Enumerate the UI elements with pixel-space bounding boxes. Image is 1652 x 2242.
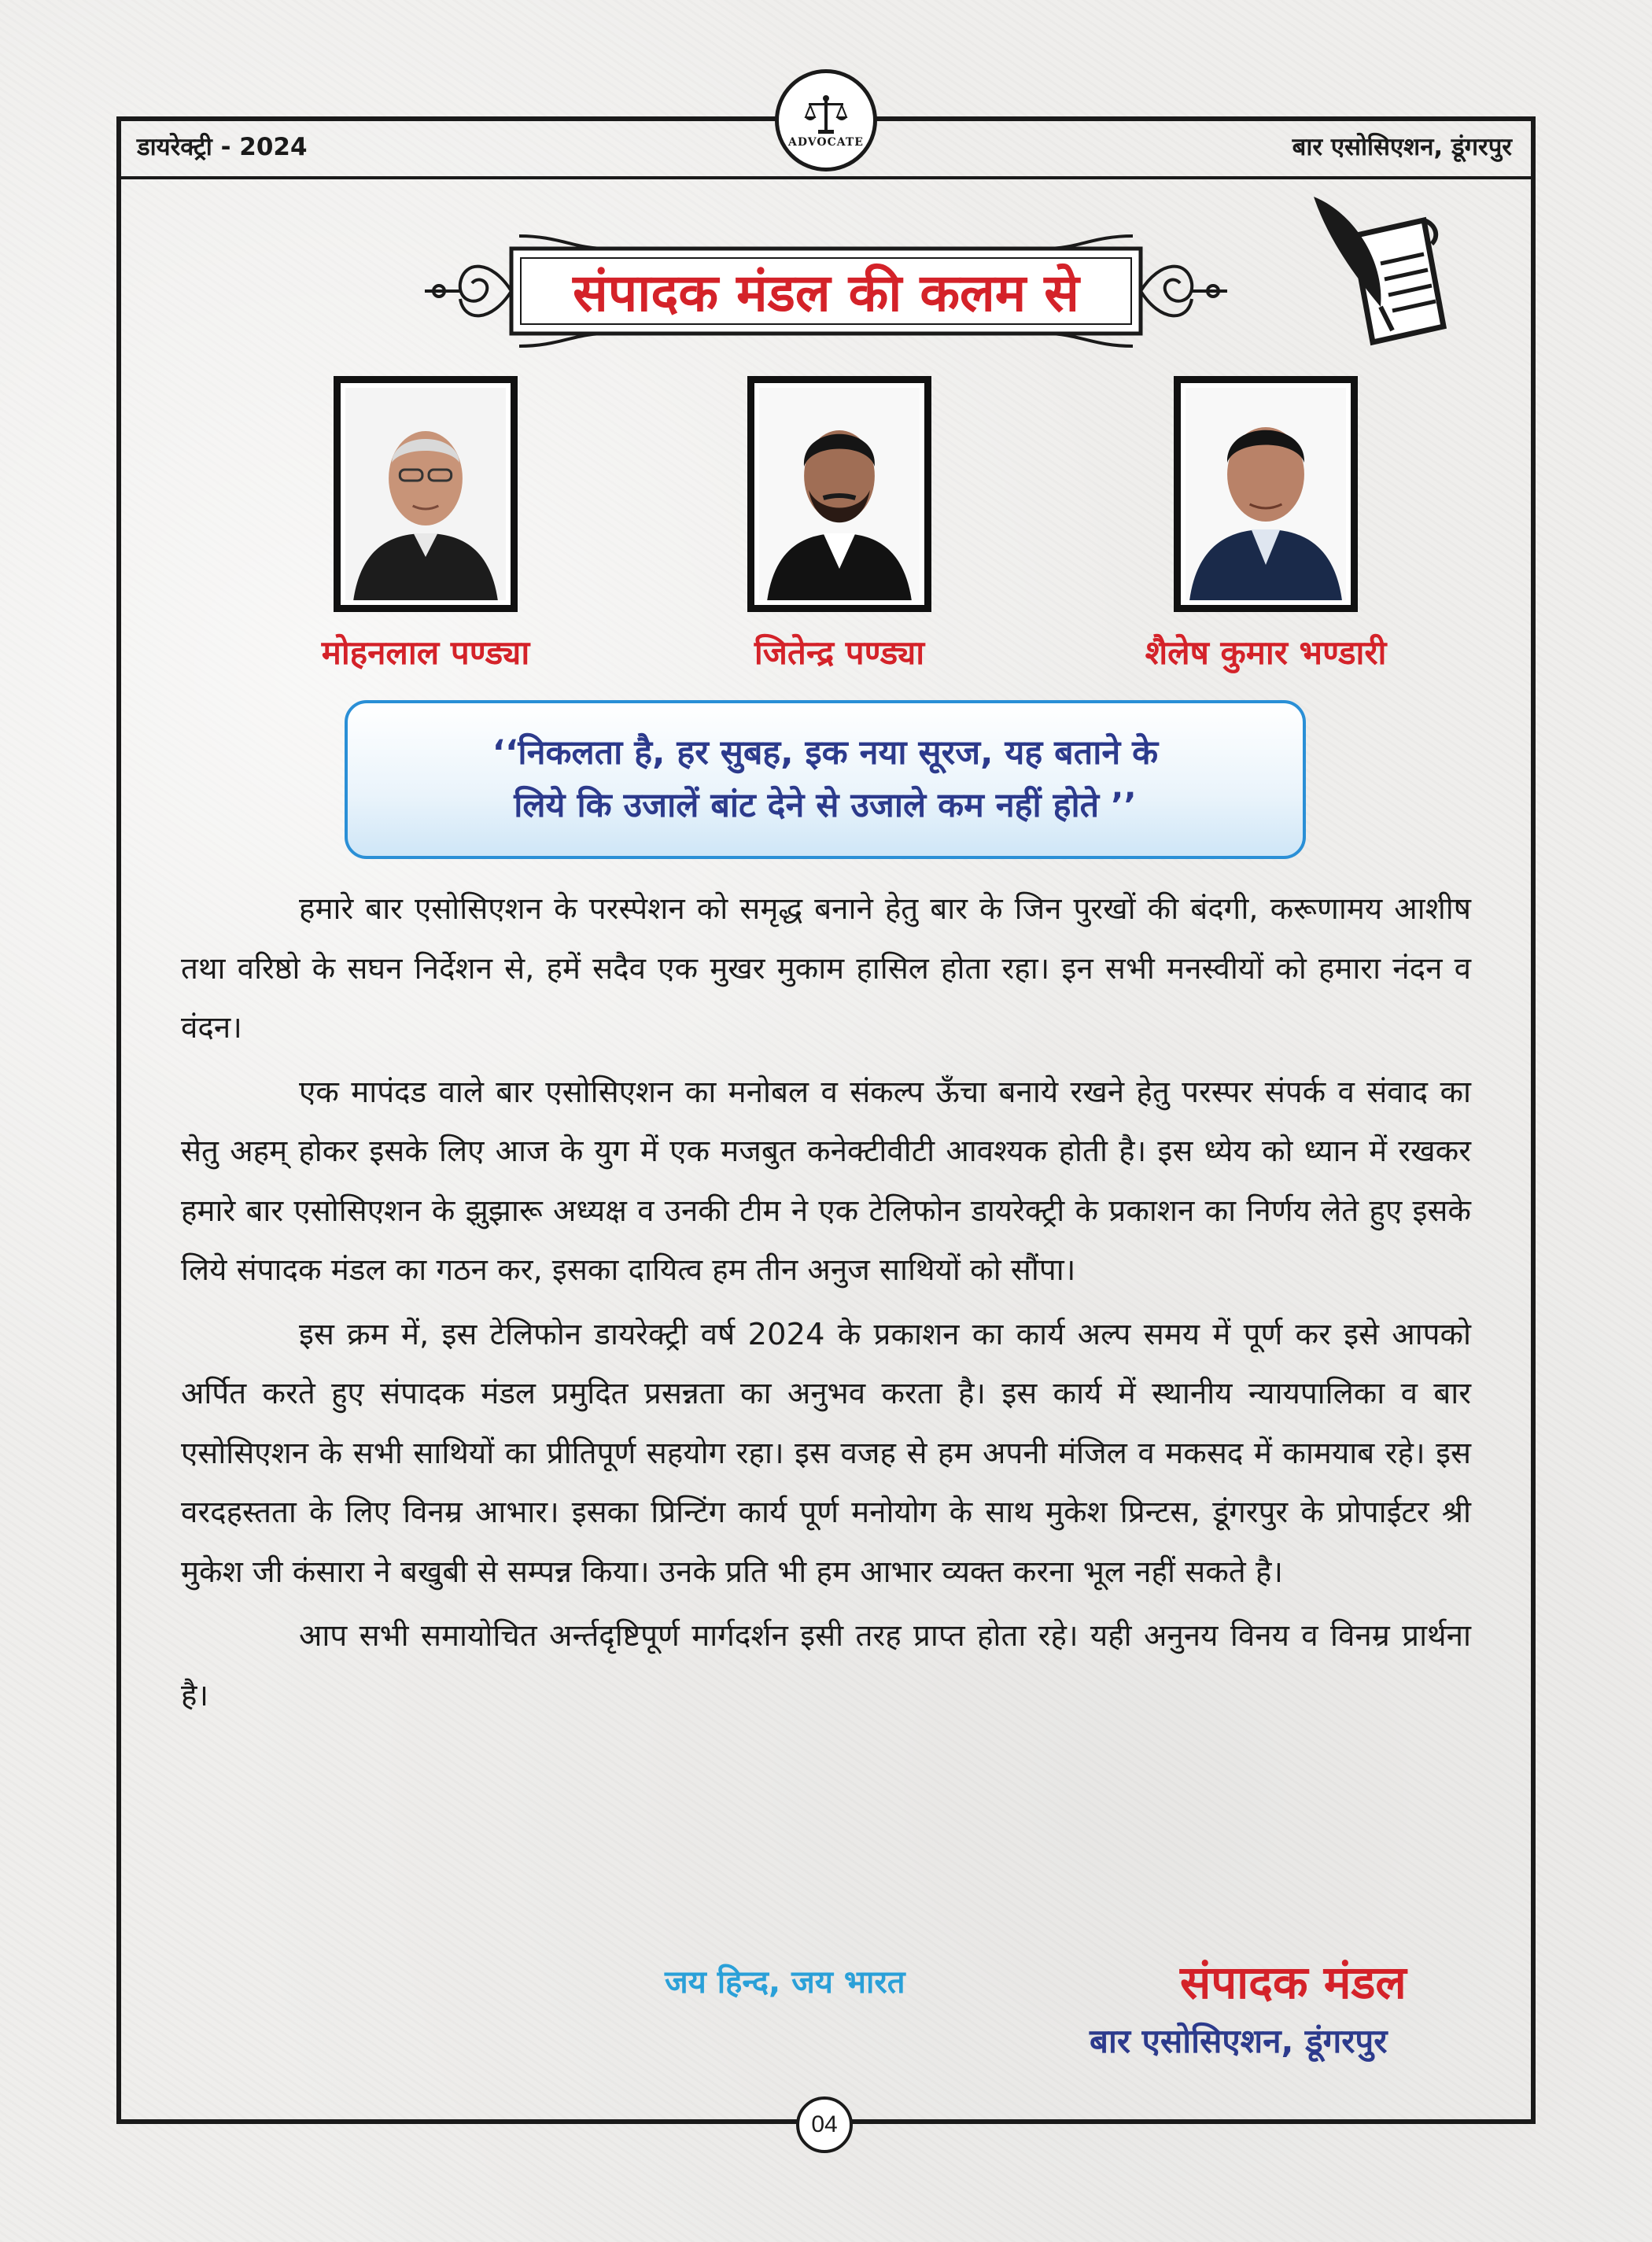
portrait-image	[759, 388, 920, 600]
portrait-image	[345, 388, 506, 600]
editor-photo-1	[334, 376, 518, 612]
paragraph-1: हमारे बार एसोसिएशन के परस्पेशन को समृद्ध बनाने हेतु बार के जिन पुरखों की बंदगी, करूणामय आशीष तथा वरिष्ठो के सघन निर्देशन से, हमें सदैव एक मुखर मुकाम हासिल होता रहा। इन सभी मनस्वीयों को हमारा नंदन व वंदन।	[181, 891, 1471, 1045]
closing-salutation: जय हिन्द, जय भारत	[665, 1964, 905, 2000]
paragraph-3: इस क्रम में, इस टेलिफोन डायरेक्ट्री वर्ष 2024 के प्रकाशन का कार्य अल्प समय में पूर्ण कर इसे आपको अर्पित करते हुए संपादक मंडल प्रमुदित प्रसन्नता का अनुभव करता है। इस कार्य में स्थानीय न्यायपालिका व बार एसोसिएशन के सभी साथियों का प्रीतिपूर्ण सहयोग रहा। इस वजह से हम अपनी मंजिल व मकसद में कामयाब रहे। इस वरदहस्तता के लिए विनम्र आभार। इसका प्रिन्टिंग कार्य पूर्ण मनोयोग के साथ मुकेश प्रिन्टस, डूंगरपुर के प्रोपाईटर श्री मुकेश जी कंसारा ने बखुबी से सम्पन्न किया। उनके प्रति भी हम आभार व्यक्त करना भूल नहीं सकते है।	[181, 1316, 1471, 1590]
editor-photo-3	[1174, 376, 1358, 612]
quote-line-2: लिये कि उजालें बांट देने से उजाले कम नहीं होते ’’	[514, 786, 1137, 825]
quill-scroll-icon	[1306, 189, 1463, 354]
scales-of-justice-icon	[802, 92, 850, 139]
page-number: 04	[796, 2096, 853, 2153]
page-title: संपादक मंडल की कलम से	[573, 263, 1079, 323]
signature-title: संपादक मंडल	[1180, 1956, 1407, 2009]
title-banner	[417, 228, 1235, 354]
editorial-body	[181, 879, 1471, 1730]
editor-name-2: जितेन्द्र पण्ड्या	[754, 633, 925, 672]
quote-box	[345, 700, 1306, 859]
paragraph-4: आप सभी समायोचित अर्न्तदृष्टिपूर्ण मार्गदर्शन इसी तरह प्राप्त होता रहे। यही अनुनय विनय व विनम्र प्रार्थना है।	[181, 1618, 1471, 1713]
logo-text: ADVOCATE	[788, 136, 864, 149]
editor-photo-2	[747, 376, 931, 612]
signature-org: बार एसोसिएशन, डूंगरपुर	[1090, 2022, 1388, 2060]
header-association-label: बार एसोसिएशन, डूंगरपुर	[1292, 133, 1512, 161]
header-directory-label: डायरेक्ट्री - 2024	[137, 133, 308, 161]
editor-name-1: मोहनलाल पण्ड्या	[321, 633, 530, 672]
paragraph-2: एक मापंदड वाले बार एसोसिएशन का मनोबल व संकल्प ऊँचा बनाये रखने हेतु परस्पर संपर्क व संवाद का सेतु अहम् होकर इसके लिए आज के युग में एक मजबुत कनेक्टीवीटी आवश्यक होती है। इस ध्येय को ध्यान में रखकर हमारे बार एसोसिएशन के झुझारू अध्यक्ष व उनकी टीम ने एक टेलिफोन डायरेक्ट्री के प्रकाशन का निर्णय लेते हुए इसके लिये संपादक मंडल का गठन कर, इसका दायित्व हम तीन अनुज साथियों को सौंपा।	[181, 1074, 1471, 1288]
advocate-logo	[775, 69, 877, 171]
portrait-image	[1186, 388, 1346, 600]
editor-name-3: शैलेष कुमार भण्डारी	[1145, 633, 1387, 672]
quote-line-1: ‘‘निकलता है, हर सुबह, इक नया सूरज, यह बताने के	[492, 733, 1159, 773]
